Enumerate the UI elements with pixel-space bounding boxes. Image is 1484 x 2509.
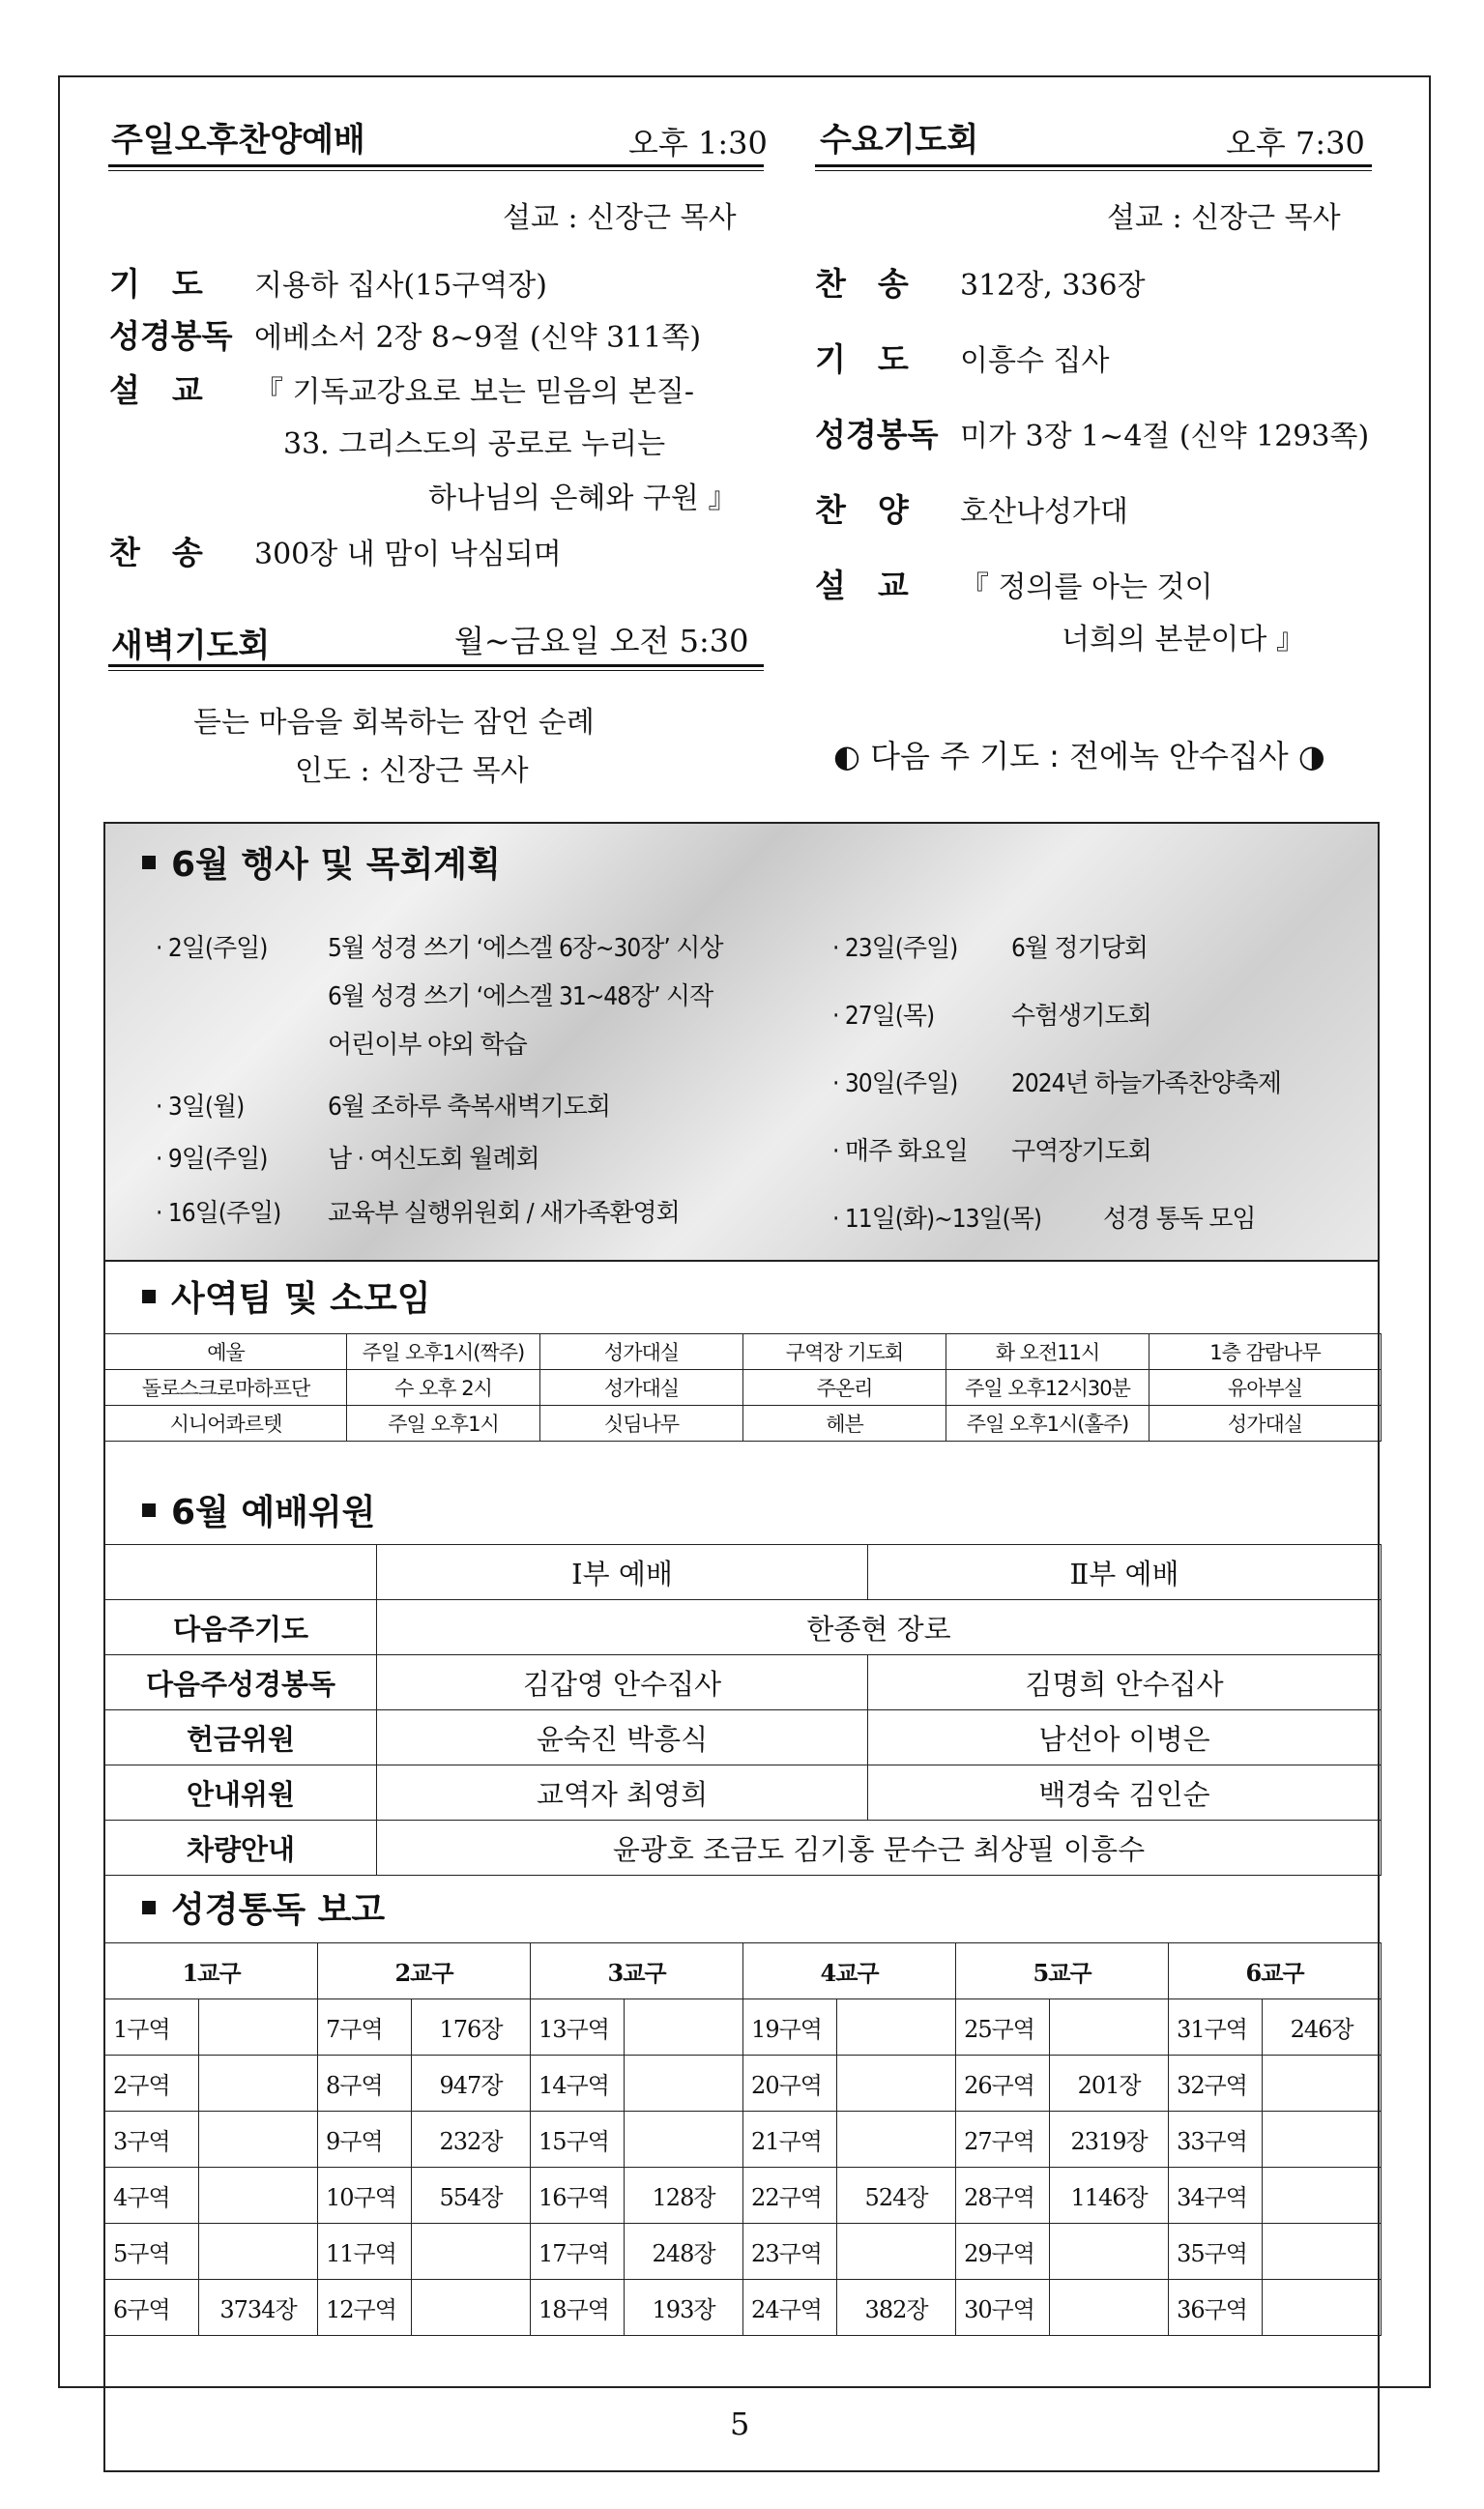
zone-name: 7구역 xyxy=(318,1999,412,2056)
ministries-title: 사역팀 및 소모임 xyxy=(171,1279,431,1319)
program-value: 이흥수 집사 xyxy=(960,344,1110,378)
zone-name: 15구역 xyxy=(531,2112,625,2168)
wednesday-title: 수요기도회 xyxy=(820,121,979,160)
zone-count: 246장 xyxy=(1263,1999,1382,2056)
zone-name: 21구역 xyxy=(743,2112,837,2168)
zone-name: 10구역 xyxy=(318,2168,412,2224)
zone-name: 17구역 xyxy=(531,2224,625,2280)
events-panel xyxy=(105,824,1378,1262)
zone-count: 128장 xyxy=(625,2168,743,2224)
program-value: 하나님의 은혜와 구원 』 xyxy=(428,481,738,515)
column-header: Ⅰ부 예배 xyxy=(377,1545,868,1600)
table-cell: 헤븐 xyxy=(743,1406,946,1442)
worship-staff-title: 6월 예배위원 xyxy=(171,1493,376,1532)
table-row xyxy=(105,2056,1382,2112)
event-text: 성경 통독 모임 xyxy=(1103,1205,1256,1234)
event-text: 6월 정기당회 xyxy=(1011,934,1148,963)
program-value: 『 정의를 아는 것이 xyxy=(960,570,1213,604)
event-item xyxy=(832,996,1151,1032)
zone-count xyxy=(1050,2224,1169,2280)
event-date: · 30일(주일) xyxy=(832,1069,958,1098)
bullet-square-icon xyxy=(142,1901,156,1914)
table-cell: 1층 감람나무 xyxy=(1149,1334,1382,1370)
zone-name: 20구역 xyxy=(743,2056,837,2112)
zone-name: 34구역 xyxy=(1169,2168,1263,2224)
bullet-square-icon xyxy=(142,1290,156,1303)
program-value: 300장 내 맘이 낙심되며 xyxy=(254,538,562,571)
title-rule xyxy=(815,164,1372,171)
district-header: 5교구 xyxy=(956,1943,1169,1999)
sunday-afternoon-time: 오후 1:30 xyxy=(628,125,768,161)
table-cell: 주일 오후1시(짝주) xyxy=(347,1334,540,1370)
assignee-cell: 백경숙 김인순 xyxy=(868,1765,1382,1821)
program-value: 너희의 본분이다 』 xyxy=(1062,623,1305,656)
event-date: · 9일(주일) xyxy=(156,1145,268,1174)
program-label: 설 교 xyxy=(109,371,203,409)
zone-count xyxy=(625,2056,743,2112)
program-value: 지용하 집사(15구역장) xyxy=(254,269,547,303)
zone-name: 13구역 xyxy=(531,1999,625,2056)
table-row xyxy=(105,1600,1382,1655)
event-date: · 16일(주일) xyxy=(156,1199,281,1228)
zone-count xyxy=(199,2224,318,2280)
program-label: 성경봉독 xyxy=(109,317,233,355)
district-header: 3교구 xyxy=(531,1943,743,1999)
assignee-cell: 김갑영 안수집사 xyxy=(377,1655,868,1710)
events-title: 6월 행사 및 목회계획 xyxy=(171,845,501,885)
program-row xyxy=(815,335,1109,380)
table-row xyxy=(105,1655,1382,1710)
zone-count xyxy=(837,1999,956,2056)
event-text: 남 · 여신도회 월례회 xyxy=(328,1145,539,1174)
zone-count: 1146장 xyxy=(1050,2168,1169,2224)
ministries-heading xyxy=(142,1271,431,1321)
zone-count xyxy=(412,2224,531,2280)
bullet-square-icon xyxy=(142,1503,156,1517)
events-heading xyxy=(142,837,501,887)
ministries-table xyxy=(104,1333,1382,1442)
dawn-prayer-title: 새벽기도회 xyxy=(111,627,271,665)
program-row xyxy=(815,410,1369,455)
role-label: 헌금위원 xyxy=(105,1710,377,1765)
event-text: 6월 성경 쓰기 ‘에스겔 31~48장’ 시작 xyxy=(328,982,713,1011)
program-label: 설 교 xyxy=(815,567,909,604)
district-header: 6교구 xyxy=(1169,1943,1382,1999)
zone-name: 26구역 xyxy=(956,2056,1050,2112)
column-header: Ⅱ부 예배 xyxy=(868,1545,1382,1600)
table-row xyxy=(105,1765,1382,1821)
district-header: 2교구 xyxy=(318,1943,531,1999)
program-row xyxy=(109,365,694,411)
program-label: 기 도 xyxy=(109,265,203,303)
program-row xyxy=(109,259,547,305)
event-item xyxy=(156,977,713,1012)
bible-reading-heading xyxy=(142,1882,385,1932)
zone-name: 3구역 xyxy=(105,2112,199,2168)
program-label: 찬 송 xyxy=(109,534,203,571)
zone-name: 28구역 xyxy=(956,2168,1050,2224)
table-cell: 유아부실 xyxy=(1149,1370,1382,1406)
table-cell: 성가대실 xyxy=(1149,1406,1382,1442)
district-header: 4교구 xyxy=(743,1943,956,1999)
event-item xyxy=(832,928,1148,964)
zone-name: 16구역 xyxy=(531,2168,625,2224)
assignee-cell: 김명희 안수집사 xyxy=(868,1655,1382,1710)
bullet-square-icon xyxy=(142,856,156,869)
program-value: 『 기독교강요로 보는 믿음의 본질- xyxy=(254,375,695,409)
zone-count xyxy=(1263,2168,1382,2224)
table-row xyxy=(105,1821,1382,1876)
program-label: 성경봉독 xyxy=(815,416,939,453)
zone-name: 30구역 xyxy=(956,2280,1050,2336)
program-row xyxy=(815,485,1128,531)
event-item xyxy=(832,1131,1151,1167)
zone-count: 3734장 xyxy=(199,2280,318,2336)
event-date: · 23일(주일) xyxy=(832,934,958,963)
dawn-prayer-theme: 듣는 마음을 회복하는 잠언 순례 xyxy=(193,706,595,740)
table-row xyxy=(105,1943,1382,1999)
event-date: · 2일(주일) xyxy=(156,934,268,963)
zone-count xyxy=(837,2056,956,2112)
program-row xyxy=(815,561,1212,606)
zone-count xyxy=(837,2224,956,2280)
table-row xyxy=(105,1370,1382,1406)
zone-count: 2319장 xyxy=(1050,2112,1169,2168)
sunday-preacher: 설교 : 신장근 목사 xyxy=(503,201,737,235)
event-date: · 3일(월) xyxy=(156,1093,245,1122)
table-row xyxy=(105,2224,1382,2280)
zone-name: 2구역 xyxy=(105,2056,199,2112)
wednesday-preacher: 설교 : 신장근 목사 xyxy=(1107,201,1341,235)
assignee-cell: 교역자 최영희 xyxy=(377,1765,868,1821)
zone-count xyxy=(199,2168,318,2224)
bible-reading-table xyxy=(104,1942,1382,2336)
zone-name: 19구역 xyxy=(743,1999,837,2056)
zone-count xyxy=(1263,2224,1382,2280)
zone-count: 554장 xyxy=(412,2168,531,2224)
table-cell: 싯딤나무 xyxy=(540,1406,743,1442)
zone-count xyxy=(625,2112,743,2168)
zone-name: 33구역 xyxy=(1169,2112,1263,2168)
zone-count xyxy=(1263,2280,1382,2336)
table-cell: 시니어콰르텟 xyxy=(105,1406,347,1442)
event-item xyxy=(832,1199,1256,1235)
zone-count xyxy=(1050,2280,1169,2336)
event-text: 구역장기도회 xyxy=(1011,1137,1151,1166)
table-cell: 화 오전11시 xyxy=(946,1334,1149,1370)
program-row xyxy=(109,311,701,357)
zone-count xyxy=(1263,2056,1382,2112)
zone-count: 232장 xyxy=(412,2112,531,2168)
zone-name: 11구역 xyxy=(318,2224,412,2280)
event-date: · 매주 화요일 xyxy=(832,1137,968,1166)
zone-count xyxy=(199,2056,318,2112)
zone-name: 29구역 xyxy=(956,2224,1050,2280)
table-row xyxy=(105,1406,1382,1442)
page-number: 5 xyxy=(730,2406,750,2442)
table-cell: 주일 오후1시(홀주) xyxy=(946,1406,1149,1442)
schedule-box xyxy=(103,822,1380,2472)
program-row xyxy=(109,528,562,573)
zone-count xyxy=(1050,1999,1169,2056)
wednesday-time: 오후 7:30 xyxy=(1226,125,1365,161)
worship-staff-heading xyxy=(142,1485,375,1534)
table-row xyxy=(105,1545,1382,1600)
table-cell: 주일 오후1시 xyxy=(347,1406,540,1442)
zone-count: 176장 xyxy=(412,1999,531,2056)
zone-name: 6구역 xyxy=(105,2280,199,2336)
program-label: 찬 양 xyxy=(815,491,909,529)
zone-name: 9구역 xyxy=(318,2112,412,2168)
zone-count: 947장 xyxy=(412,2056,531,2112)
program-row xyxy=(283,420,665,462)
role-label: 다음주기도 xyxy=(105,1600,377,1655)
zone-name: 36구역 xyxy=(1169,2280,1263,2336)
program-label: 기 도 xyxy=(815,340,909,378)
dawn-prayer-leader: 인도 : 신장근 목사 xyxy=(295,754,529,788)
zone-name: 14구역 xyxy=(531,2056,625,2112)
zone-name: 18구역 xyxy=(531,2280,625,2336)
zone-count: 193장 xyxy=(625,2280,743,2336)
assignee-cell: 윤광호 조금도 김기홍 문수근 최상필 이흥수 xyxy=(377,1821,1382,1876)
role-label: 차량안내 xyxy=(105,1821,377,1876)
table-cell: 성가대실 xyxy=(540,1334,743,1370)
table-cell: 예울 xyxy=(105,1334,347,1370)
role-label: 안내위원 xyxy=(105,1765,377,1821)
event-date: · 27일(목) xyxy=(832,1002,935,1031)
program-row xyxy=(1062,615,1305,657)
event-text: 교육부 실행위원회 / 새가족환영회 xyxy=(328,1199,680,1228)
table-cell: 돌로스크로마하프단 xyxy=(105,1370,347,1406)
program-row xyxy=(815,259,1146,305)
table-cell: 구역장 기도회 xyxy=(743,1334,946,1370)
zone-name: 27구역 xyxy=(956,2112,1050,2168)
program-value: 312장, 336장 xyxy=(960,269,1146,303)
event-item xyxy=(156,1193,680,1229)
zone-name: 8구역 xyxy=(318,2056,412,2112)
zone-name: 1구역 xyxy=(105,1999,199,2056)
title-rule xyxy=(108,664,764,671)
blank-cell xyxy=(105,1545,377,1600)
zone-count xyxy=(625,1999,743,2056)
event-item xyxy=(832,1064,1281,1099)
assignee-cell: 윤숙진 박흥식 xyxy=(377,1710,868,1765)
event-text: 어린이부 야외 학습 xyxy=(328,1031,527,1060)
table-row xyxy=(105,1334,1382,1370)
table-row xyxy=(105,1710,1382,1765)
program-value: 에베소서 2장 8~9절 (신약 311쪽) xyxy=(254,321,702,355)
assignee-cell: 한종현 장로 xyxy=(377,1600,1382,1655)
program-label: 찬 송 xyxy=(815,265,909,303)
dawn-prayer-time: 월~금요일 오전 5:30 xyxy=(454,623,749,659)
title-rule xyxy=(108,164,764,171)
zone-name: 24구역 xyxy=(743,2280,837,2336)
table-row xyxy=(105,2112,1382,2168)
table-row xyxy=(105,1999,1382,2056)
event-item xyxy=(156,1025,527,1061)
event-item xyxy=(156,928,723,964)
zone-name: 23구역 xyxy=(743,2224,837,2280)
zone-count: 248장 xyxy=(625,2224,743,2280)
program-value: 호산나성가대 xyxy=(960,495,1128,529)
zone-name: 4구역 xyxy=(105,2168,199,2224)
table-cell: 주온리 xyxy=(743,1370,946,1406)
district-header: 1교구 xyxy=(105,1943,318,1999)
bible-reading-title: 성경통독 보고 xyxy=(171,1890,386,1930)
zone-count: 524장 xyxy=(837,2168,956,2224)
program-value: 33. 그리스도의 공로로 누리는 xyxy=(283,427,666,461)
zone-name: 31구역 xyxy=(1169,1999,1263,2056)
program-value: 미가 3장 1~4절 (신약 1293쪽) xyxy=(960,420,1370,453)
zone-name: 22구역 xyxy=(743,2168,837,2224)
role-label: 다음주성경봉독 xyxy=(105,1655,377,1710)
event-item xyxy=(156,1087,610,1123)
zone-name: 12구역 xyxy=(318,2280,412,2336)
table-cell: 성가대실 xyxy=(540,1370,743,1406)
zone-count xyxy=(837,2112,956,2168)
table-row xyxy=(105,2280,1382,2336)
zone-name: 35구역 xyxy=(1169,2224,1263,2280)
event-item xyxy=(156,1139,539,1175)
zone-count xyxy=(199,1999,318,2056)
assignee-cell: 남선아 이병은 xyxy=(868,1710,1382,1765)
next-prayer: ◐ 다음 주 기도 : 전에녹 안수집사 ◑ xyxy=(833,738,1325,774)
event-text: 2024년 하늘가족찬양축제 xyxy=(1011,1069,1281,1098)
zone-count: 201장 xyxy=(1050,2056,1169,2112)
program-row xyxy=(428,474,737,516)
zone-count xyxy=(199,2112,318,2168)
zone-count xyxy=(1263,2112,1382,2168)
event-text: 5월 성경 쓰기 ‘에스겔 6장~30장’ 시상 xyxy=(328,934,723,963)
zone-count xyxy=(412,2280,531,2336)
zone-name: 32구역 xyxy=(1169,2056,1263,2112)
event-text: 수험생기도회 xyxy=(1011,1002,1151,1031)
table-row xyxy=(105,2168,1382,2224)
zone-count: 382장 xyxy=(837,2280,956,2336)
sunday-afternoon-title: 주일오후찬양예배 xyxy=(111,121,365,160)
zone-name: 25구역 xyxy=(956,1999,1050,2056)
event-date: · 11일(화)~13일(목) xyxy=(832,1205,1041,1234)
event-text: 6월 조하루 축복새벽기도회 xyxy=(328,1093,611,1122)
zone-name: 5구역 xyxy=(105,2224,199,2280)
worship-staff-table xyxy=(104,1544,1382,1876)
table-cell: 주일 오후12시30분 xyxy=(946,1370,1149,1406)
table-cell: 수 오후 2시 xyxy=(347,1370,540,1406)
